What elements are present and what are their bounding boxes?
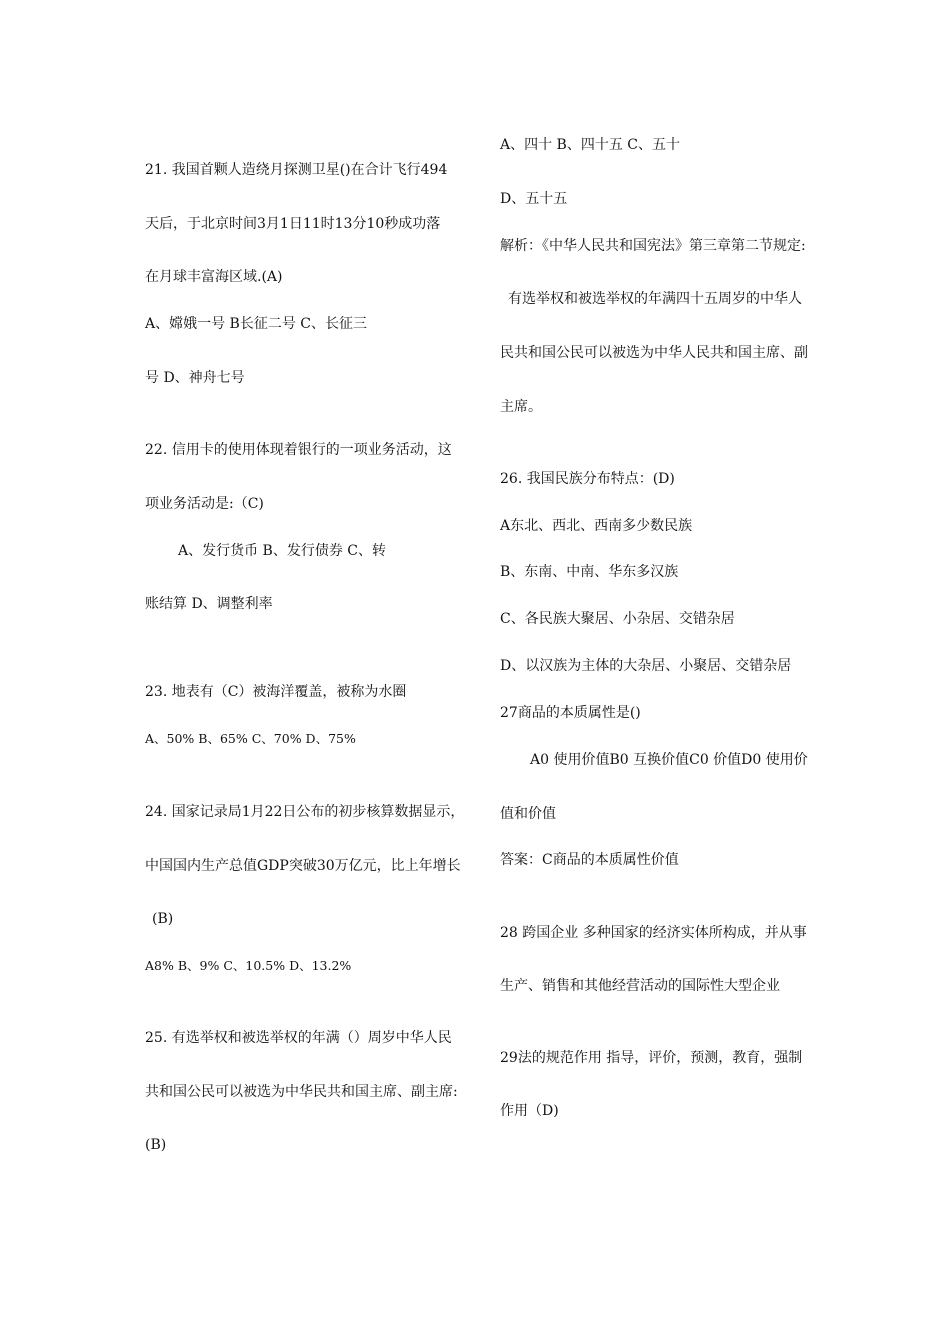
q26-option-b: B、东南、中南、华东多汉族: [500, 564, 679, 580]
q24-options: A8% B、9% C、10.5% D、13.2%: [145, 958, 352, 973]
q26-option-c: C、各民族大聚居、小杂居、交错杂居: [500, 611, 735, 627]
q27-options-line2: 值和价值: [500, 806, 556, 822]
q25-analysis-line3: 民共和国公民可以被选为中华人民共和国主席、副: [500, 345, 808, 361]
q26-question: 26. 我国民族分布特点：(D): [500, 471, 675, 487]
q28-line2: 生产、销售和其他经营活动的国际性大型企业: [500, 978, 780, 994]
q26-option-a: A东北、西北、西南多少数民族: [500, 518, 693, 534]
q24-answer: (B): [152, 911, 174, 927]
q21-line3: 在月球丰富海区域.(A): [145, 269, 283, 285]
q24-line2: 中国国内生产总值GDP突破30万亿元，比上年增长: [145, 858, 461, 874]
q29-line2: 作用（D): [500, 1103, 559, 1119]
q22-line1: 22. 信用卡的使用体现着银行的一项业务活动，这: [145, 442, 452, 458]
q25-options-line1: A、四十 B、四十五 C、五十: [500, 137, 681, 153]
q25-answer: (B): [145, 1137, 167, 1153]
q21-line1: 21. 我国首颗人造绕月探测卫星()在合计飞行494: [145, 162, 448, 178]
q22-line2: 项业务活动是:（C): [145, 496, 264, 512]
q25-options-line2: D、五十五: [500, 191, 568, 207]
q24-line1: 24. 国家记录局1月22日公布的初步核算数据显示，: [145, 804, 465, 820]
q25-analysis-line2: 有选举权和被选举权的年满四十五周岁的中华人: [508, 291, 802, 307]
q26-option-d: D、以汉族为主体的大杂居、小聚居、交错杂居: [500, 658, 792, 674]
q21-options-line2: 号 D、神舟七号: [145, 370, 245, 386]
q23-question: 23. 地表有（C）被海洋覆盖，被称为水圈: [145, 684, 407, 700]
q29-line1: 29法的规范作用 指导，评价，预测，教育，强制: [500, 1050, 803, 1066]
q21-line2: 天后，于北京时间3月1日11时13分10秒成功落: [145, 216, 441, 232]
q25-analysis-line1: 解析：《中华人民共和国宪法》第三章第二节规定:: [500, 238, 806, 254]
q25-line2: 共和国公民可以被选为中华民共和国主席、副主席:: [145, 1084, 458, 1100]
q23-options: A、50% B、65% C、70% D、75%: [145, 731, 356, 746]
q28-line1: 28 跨国企业 多种国家的经济实体所构成，并从事: [500, 925, 807, 941]
q21-options-line1: A、嫦娥一号 B长征二号 C、长征三: [145, 316, 368, 332]
q25-line1: 25. 有选举权和被选举权的年满（）周岁中华人民: [145, 1030, 452, 1046]
q27-answer: 答案：C商品的本质属性价值: [500, 852, 679, 868]
q27-options-line1: A0 使用价值B0 互换价值C0 价值D0 使用价: [530, 752, 808, 768]
q27-question: 27商品的本质属性是(): [500, 705, 641, 721]
q22-options-line1: A、发行货币 B、发行债券 C、转: [178, 543, 387, 559]
q22-options-line2: 账结算 D、调整利率: [145, 596, 273, 612]
q25-analysis-line4: 主席。: [500, 399, 542, 415]
